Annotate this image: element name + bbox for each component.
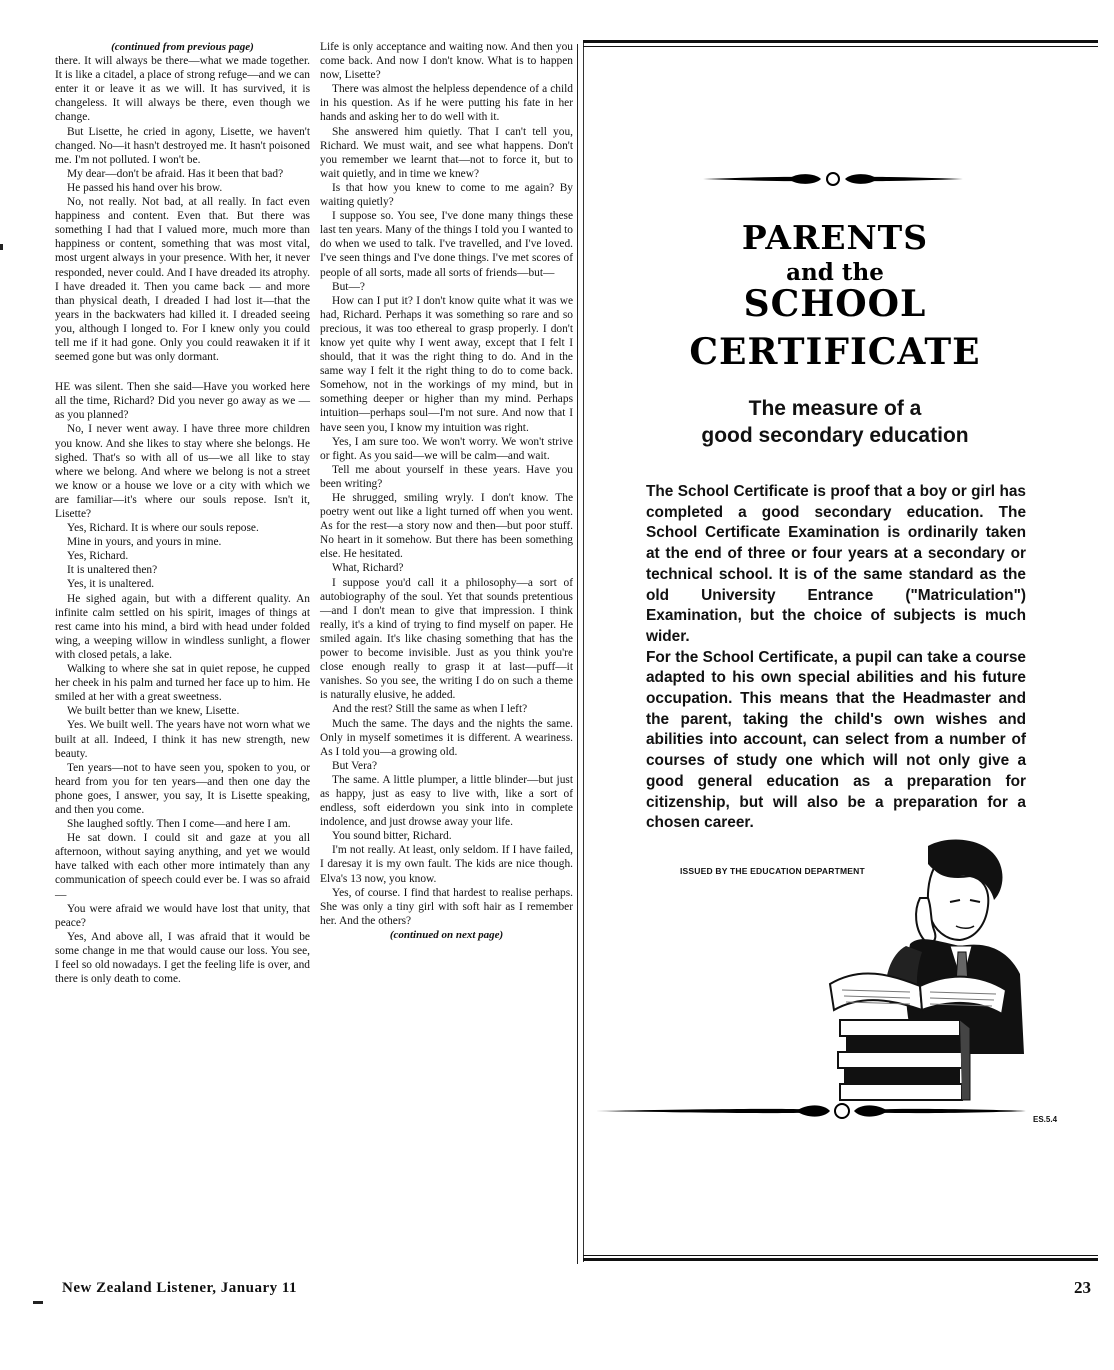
story-paragraph: But—? (332, 280, 365, 293)
story-paragraph: You sound bitter, Richard. (332, 830, 452, 843)
story-paragraph: But Vera? (332, 759, 378, 772)
story-paragraph: She answered him quietly. That I can't tell you, Richard. We must wait, and see what happens. Don't you remember we learnt that—not to force it, but to wait quietly, and in time we knew? (320, 125, 573, 180)
story-paragraph: We built better than we knew, Lisette. (67, 705, 240, 718)
story-paragraph: No, not really. Not bad, at all really. In fact even happiness and content. Even that. But there was something I had that I valued more, much more than happiness or content, something that was most vital, most urgent always in your presence. With her, it never responded, never could. And I have dreaded its atrophy. I have dreaded it. Then you came back — and more than physical death, I dreaded I had lost it—that the years in the backwaters had killed it. I dreaded seeing you, although I longed to. For I knew only you could tell me if it had gone. Only you could reawaken it if it seemed gone but was only dormant. (55, 196, 310, 364)
story-paragraph: Much the same. The days and the nights the same. Only in myself sometimes it is different. A weariness. As I told you—a growing old. (320, 717, 573, 758)
story-column-2 (320, 40, 573, 942)
story-paragraph: There was almost the helpless dependence of a child in his question. As if he were putting his fate in her hands and asking her to do well with it. (320, 83, 573, 124)
story-paragraph: How can I put it? I don't know quite what it was we had, Richard. Perhaps it was something so rare and so precious, it was too ethereal to grasp properly. I don't know yet quite why I went away, except that I felt I should, that it was the right thing to do. And in the same way I felt it the right thing to do to come back. Somehow, not in the workings of my mind, but in something deeper or higher than my mind. Perhaps intuition—perhaps soul—I'm not sure. And now that I have seen you, I know my intuition was right. (320, 294, 573, 434)
story-paragraph: But Lisette, he cried in agony, Lisette, we haven't changed. No—it hasn't destroyed me. It hasn't poisoned me. I'm not polluted. I won't be. (55, 125, 310, 166)
ornament-divider-top (703, 168, 963, 190)
story-paragraph: He shrugged, smiling wryly. I don't know. The poetry went out like a light turned off when you went. As for the rest—a story now and then—but poor stuff. No heart in it somehow. But there has been something else. He hesitated. (320, 492, 573, 561)
story-paragraph: It is unaltered then? (67, 564, 158, 577)
story-paragraph: He passed his hand over his brow. (67, 181, 223, 194)
margin-mark (0, 244, 3, 250)
story-paragraph: Yes, Richard. It is where our souls repose. (67, 522, 259, 535)
ad-top-rule (583, 40, 1098, 43)
story-paragraph: Tell me about yourself in these years. Have you been writing? (320, 463, 573, 490)
footer-publication: New Zealand Listener, January 11 (62, 1280, 298, 1296)
ad-body (646, 482, 1026, 834)
story-paragraph: And the rest? Still the same as when I left? (332, 703, 528, 716)
story-paragraph: Ten years—not to have seen you, spoken to you, or heard from you for ten years—and then one day the phone goes, I answer, you say, It is Lisette speaking, and then you come. (55, 761, 310, 816)
story-paragraph: Yes, it is unaltered. (67, 578, 155, 591)
story-paragraph: She laughed softly. Then I come—and here I am. (67, 818, 291, 831)
story-column-1 (55, 40, 310, 986)
ad-bottom-rule-thin (583, 1255, 1098, 1256)
column-divider (577, 44, 578, 1264)
ad-subtitle-line-2: good secondary education (701, 424, 969, 447)
ad-code-label: ES.5.4 (1033, 1115, 1058, 1124)
ad-title-school: SCHOOL (743, 283, 927, 325)
story-paragraph: I suppose you'd call it a philosophy—a sort of autobiography of the soul. Yet that sounds pretentious—and I don't mean to give that impression. I think really, it's a kind of trying to find myself on paper. He smiled again. It's like chasing something that has the power to become invisible. Just as you think you're close enough really to grasp it at last—puff—it vanishes. So you see, the writing I do on such a theme is naturally elusive, he added. (320, 576, 573, 702)
story-paragraph: The same. A little plumper, a little blinder—but just as happy, just as easy to live with, like a sort of endless, soft eiderdown you sink into in complete indolence, and just drowse away your life. (320, 773, 573, 829)
student-reading-illustration (810, 834, 1030, 1104)
story-paragraph: Yes, I am sure too. We won't worry. We won't strive or fight. As you said—we will be calm—and wait. (320, 435, 573, 462)
ad-top-rule-thin (583, 46, 1098, 47)
margin-mark (33, 1301, 43, 1304)
story-paragraph: Mine in yours, and yours in mine. (67, 536, 222, 549)
ornament-divider-bottom (596, 1099, 1096, 1123)
story-section-start: HE was silent. Then she said—Have you worked here all the time, Richard? Did you never go away as we —as you planned? (55, 381, 310, 422)
story-paragraph: Yes, of course. I find that hardest to realise perhaps. She was only a tiny girl with soft hair as I remember her. And the others? (320, 886, 573, 927)
story-paragraph: He sat down. I could sit and gaze at you all afternoon, without saying anything, and yet we would have talked with each other more intimately than any communication of speech could ever be. I was so afraid— (55, 832, 310, 901)
story-paragraph: You were afraid we would have lost that unity, that peace? (55, 902, 310, 929)
story-paragraph: What, Richard? (332, 562, 404, 575)
ad-title-parents: PARENTS (741, 218, 929, 257)
ad-subtitle (640, 395, 1030, 449)
story-paragraph: Walking to where she sat in quiet repose, he cupped her cheek in his palm and turned her face up to him. He smiled at her with a great sweetness. (55, 663, 310, 704)
continued-on-label: (continued on next page) (389, 928, 504, 941)
ad-subtitle-line-1: The measure of a (748, 397, 922, 420)
page-number: 23 (1074, 1278, 1091, 1297)
story-paragraph: Is that how you knew to come to me again? By waiting quietly? (320, 181, 573, 209)
ad-body-paragraph-1: The School Certificate is proof that a boy or girl has completed a good secondary education. The School Certificate Examination is ordinarily taken at the end of three or four years at a secondary or technical school. It is of the same standard as the old University Entrance ("Matriculation") Examination, but the choice of subjects is much wider. (646, 483, 1026, 645)
ad-left-border (583, 40, 584, 1262)
story-paragraph: My dear—don't be afraid. Has it been that bad? (67, 167, 284, 180)
ad-bottom-rule (583, 1258, 1098, 1261)
story-paragraph: Yes, Richard. (67, 550, 129, 563)
story-paragraph: I suppose so. You see, I've done many things these last ten years. Many of the things I told you I wanted to do when we used to talk. I've travelled, and I've loved. I've seen things and I've done things. I've met scores of people of all sorts, made all sorts of friends—but— (320, 210, 573, 279)
ad-title-and-the: and the (786, 259, 884, 286)
issued-by-label: ISSUED BY THE EDUCATION DEPARTMENT (680, 866, 865, 876)
story-paragraph: Yes. We built well. The years have not worn what we built at all. Indeed, I think it has new strength, new beauty. (55, 719, 310, 760)
story-paragraph: I'm not really. At least, only seldom. If I have failed, I daresay it is my own fault. The kids are nice though. Elva's 13 now, you know. (320, 844, 573, 885)
story-paragraph: He sighed again, but with a different quality. An infinite calm settled on his spirit, images of things at rest came into his mind, a bird with head under folded wing, a weeping willow in windless sunlight, a flower with closed petals, a lake. (55, 592, 310, 661)
ad-body-paragraph-2: For the School Certificate, a pupil can take a course adapted to his own special abilities and his future occupation. This means that the Headmaster and the parent, taking the child's own wishes and abilities into account, can select from a number of courses of study one which will not only give a good general education as a preparation for citizenship, but will also be a preparation for a chosen career. (646, 648, 1026, 832)
story-paragraph: No, I never went away. I have three more children you know. And she likes to stay where she belongs. He sighed. That's so with all of us—we all like to stay where we belong. And where we belong is not a street we know or a house we love or a city with which we are familiar—it's where our souls repose. Isn't it, Lisette? (55, 423, 310, 520)
story-paragraph: Life is only acceptance and waiting now. And then you come back. And now I don't know. What is to happen now, Lisette? (320, 41, 573, 82)
story-paragraph: Yes, And above all, I was afraid that it would be some change in me that would cause our loss. You see, I feel so old nowadays. I get the feeling life is over, and there is only death to come. (55, 930, 310, 986)
story-paragraph: there. It will always be there—what we made together. It is like a citadel, a place of strong refuge—and we can enter it or leave it as we will. It has survived, it is changeless. It will always be there, even though we change. (55, 55, 310, 124)
continued-from-label: (continued from previous page) (111, 41, 254, 53)
ad-title-certificate: CERTIFICATE (689, 331, 981, 373)
